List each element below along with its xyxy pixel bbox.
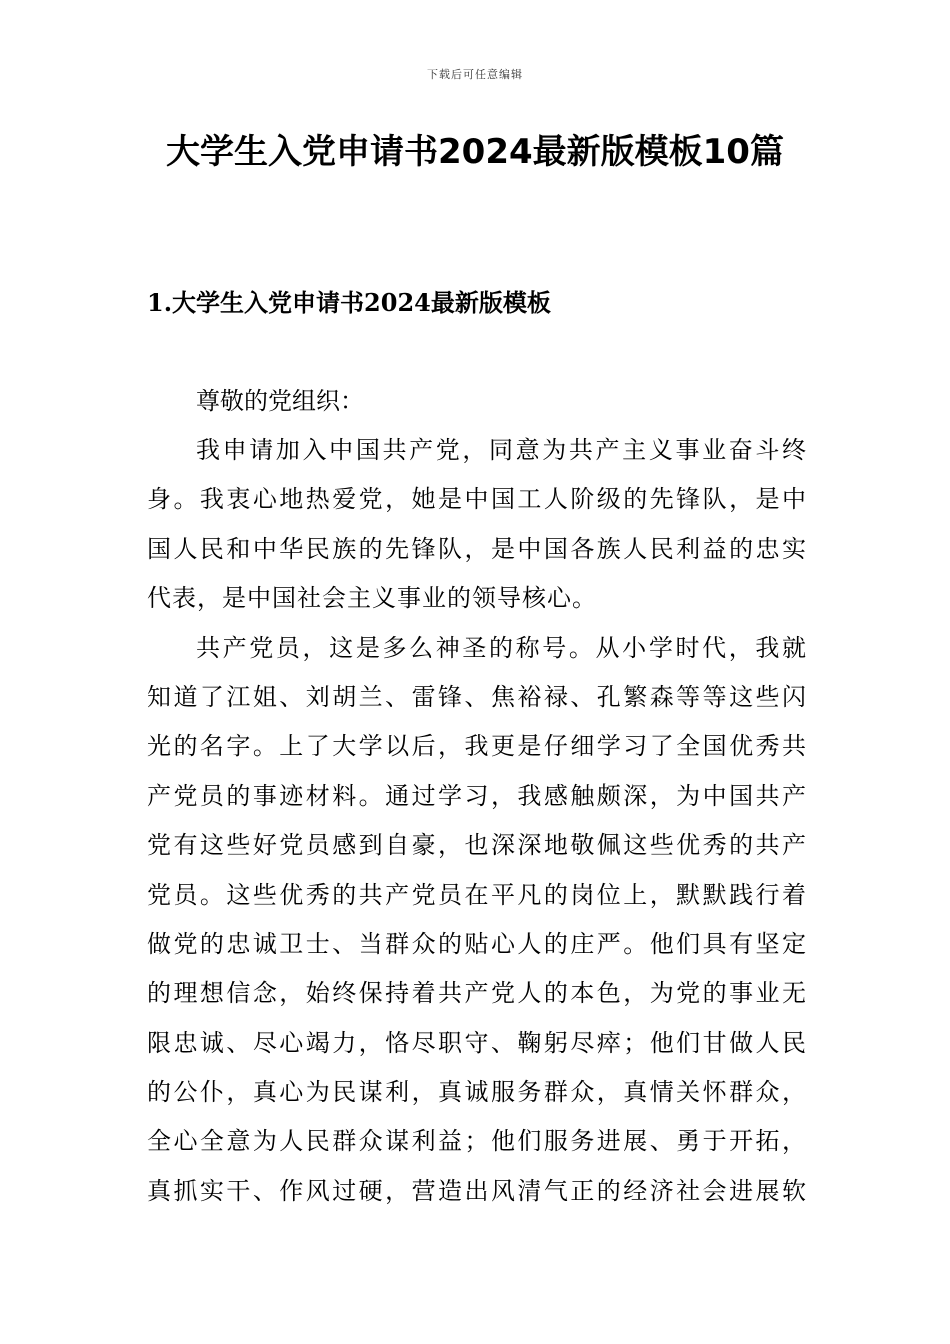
text-line: 做党的忠诚卫士、当群众的贴心人的庄严。他们具有坚定 [147, 929, 807, 958]
header-note: 下载后可任意编辑 [427, 68, 523, 81]
text-line: 限忠诚、尽心竭力，恪尽职守、鞠躬尽瘁；他们甘做人民 [147, 1028, 807, 1057]
text-line: 身。我衷心地热爱党，她是中国工人阶级的先锋队，是中 [147, 485, 807, 514]
text-line: 我申请加入中国共产党，同意为共产主义事业奋斗终 [196, 436, 807, 464]
salutation: 尊敬的党组织： [196, 387, 364, 415]
text-line: 产党员的事迹材料。通过学习，我感触颇深，为中国共产 [147, 781, 807, 810]
text-line: 党员。这些优秀的共产党员在平凡的岗位上，默默践行着 [147, 880, 807, 909]
text-line: 全心全意为人民群众谋利益；他们服务进展、勇于开拓， [147, 1127, 807, 1156]
text-line: 共产党员，这是多么神圣的称号。从小学时代，我就 [196, 633, 807, 662]
document-title: 大学生入党申请书2024最新版模板10篇 [166, 132, 784, 172]
text-line: 的理想信念，始终保持着共产党人的本色，为党的事业无 [147, 979, 807, 1008]
text-line: 的公仆，真心为民谋利，真诚服务群众，真情关怀群众， [147, 1078, 807, 1107]
text-line: 知道了江姐、刘胡兰、雷锋、焦裕禄、孔繁森等等这些闪 [147, 682, 807, 711]
text-line: 国人民和中华民族的先锋队，是中国各族人民利益的忠实 [147, 534, 807, 563]
section-heading: 1.大学生入党申请书2024最新版模板 [147, 288, 551, 317]
text-line: 真抓实干、作风过硬，营造出风清气正的经济社会进展软 [147, 1176, 807, 1205]
text-line: 代表，是中国社会主义事业的领导核心。 [147, 584, 597, 613]
text-line: 党有这些好党员感到自豪，也深深地敬佩这些优秀的共产 [147, 831, 807, 860]
text-line: 光的名字。上了大学以后，我更是仔细学习了全国优秀共 [147, 732, 807, 761]
body-text [147, 426, 807, 1216]
